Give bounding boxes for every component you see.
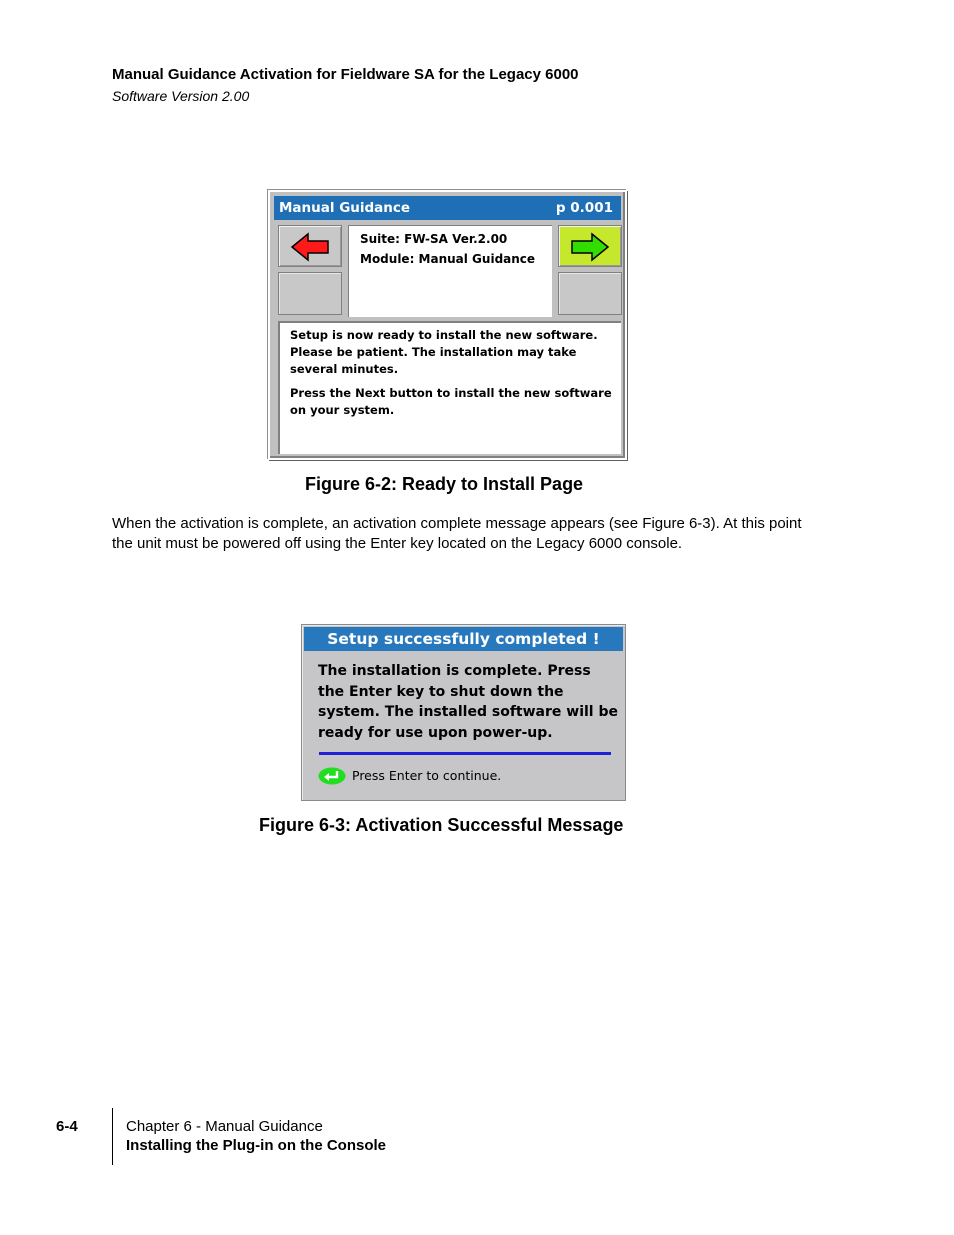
- dialog-divider: [319, 752, 611, 755]
- ready-to-install-screen: [268, 190, 627, 460]
- module-line: Module: Manual Guidance: [360, 252, 536, 266]
- enter-key-icon: [318, 767, 346, 785]
- footer-section: Installing the Plug-in on the Console: [126, 1137, 386, 1154]
- footer-chapter: Chapter 6 - Manual Guidance: [126, 1118, 323, 1135]
- figure-6-2-caption: Figure 6-2: Ready to Install Page: [305, 474, 584, 494]
- suite-line: Suite: FW-SA Ver.2.00: [360, 232, 508, 246]
- suite-info-box: [348, 225, 552, 317]
- screen-title: Manual Guidance: [279, 200, 411, 216]
- body-paragraph: When the activation is complete, an activation complete message appears (see Figure 6-3). At this point the unit must be powered off using the Enter key located on the Legacy 6000 console.: [112, 515, 802, 552]
- blank-button-left[interactable]: [278, 272, 342, 315]
- green-right-arrow-icon: [570, 232, 610, 262]
- blank-button-right[interactable]: [558, 272, 622, 315]
- screen-titlebar: [274, 196, 621, 220]
- software-version: Software Version 2.00: [112, 88, 250, 104]
- dialog-message: The installation is complete. Press the Enter key to shut down the system. The installed software will be ready for use upon power-up.: [318, 663, 618, 741]
- footer-divider: [112, 1108, 113, 1165]
- back-button[interactable]: [278, 225, 342, 267]
- instruction-paragraph-2: Press the Next button to install the new software on your system.: [290, 386, 612, 417]
- document-title: Manual Guidance Activation for Fieldware SA for the Legacy 6000: [112, 66, 579, 83]
- instruction-paragraph-1: Setup is now ready to install the new software. Please be patient. The installation may take several minutes.: [290, 328, 598, 376]
- page-code: p 0.001: [555, 200, 613, 216]
- dialog-title: Setup successfully completed !: [304, 627, 623, 651]
- page-number: 6-4: [56, 1118, 78, 1135]
- instruction-message-box: [278, 321, 621, 454]
- continue-prompt: Press Enter to continue.: [352, 768, 502, 783]
- figure-6-3-caption: Figure 6-3: Activation Successful Message: [259, 815, 624, 835]
- activation-complete-dialog: [301, 624, 626, 801]
- next-button[interactable]: [558, 225, 622, 267]
- red-left-arrow-icon: [290, 232, 330, 262]
